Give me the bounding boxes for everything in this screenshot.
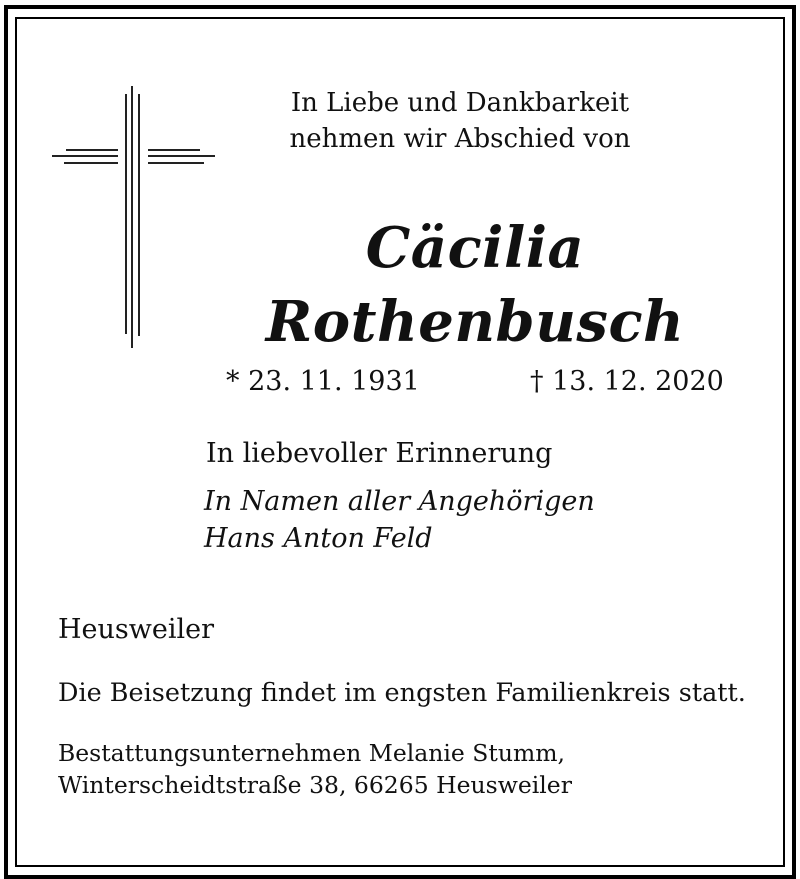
memory-line: In liebevoller Erinnerung [206,438,553,469]
burial-note: Die Beisetzung findet im engsten Familienkreis statt. [58,678,746,708]
undertaker-name: Bestattungsunternehmen Melanie Stumm, [58,739,566,767]
intro-line-1: In Liebe und Dankbarkeit [290,88,630,118]
deceased-last-name: Rothenbusch [265,289,685,355]
family-line-1: In Namen aller Angehörigen [204,486,595,517]
place-name: Heusweiler [58,614,215,645]
intro-line-2: nehmen wir Abschied von [289,124,631,154]
birth-date: * 23. 11. 1931 [226,366,420,397]
family-line-2: Hans Anton Feld [204,523,433,554]
cross-icon [50,84,218,352]
death-date: † 13. 12. 2020 [530,366,724,397]
undertaker-address: Winterscheidtstraße 38, 66265 Heusweiler [58,771,572,799]
deceased-first-name: Cäcilia [365,215,585,281]
